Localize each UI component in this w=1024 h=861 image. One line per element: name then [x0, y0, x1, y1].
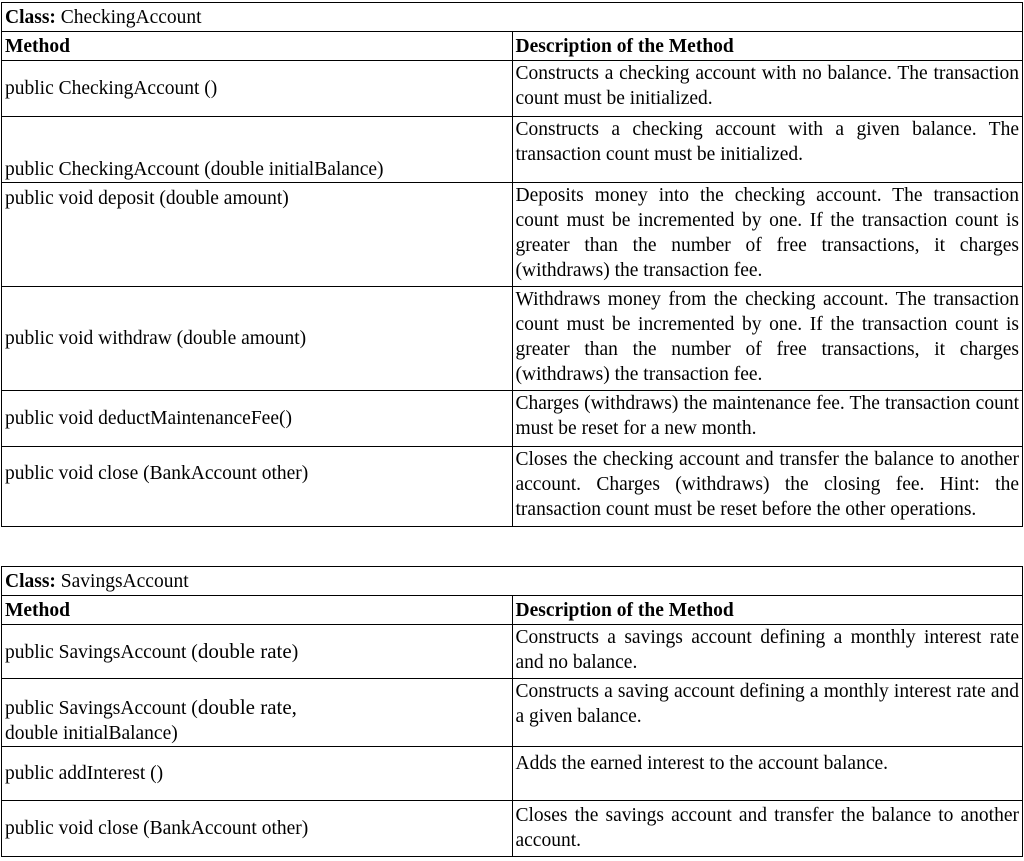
table-row — [2, 391, 1023, 447]
method-cell: public void deposit (double amount) — [2, 183, 513, 287]
class-title-cell — [2, 567, 1023, 596]
table-row — [2, 801, 1023, 857]
description-cell: Closes the checking account and transfer the balance to another account. Charges (withdraws) the closing fee. Hint: the transaction count must be reset before the other operations. — [512, 447, 1023, 527]
class-title-cell — [2, 3, 1023, 32]
class-title-row — [2, 3, 1023, 32]
description-cell: Deposits money into the checking account. The transaction count must be incremented by one. If the transaction count is greater than the number of free transactions, it charges (withdraws) the transaction fee. — [512, 183, 1023, 287]
description-cell — [512, 801, 1023, 857]
method-cell: public void withdraw (double amount) — [2, 287, 513, 391]
method-param: double rate — [197, 638, 292, 663]
class-label: Class: — [5, 6, 56, 28]
method-cell — [2, 447, 513, 527]
header-row — [2, 596, 1023, 625]
table-row — [2, 287, 1023, 391]
table-row — [2, 117, 1023, 183]
method-prefix: public SavingsAccount ( — [5, 641, 198, 663]
method-cell: public CheckingAccount () — [2, 61, 513, 117]
savings-account-table — [1, 566, 1023, 857]
description-text: Closes the savings account and transfer the balance to another account. — [515, 805, 1019, 851]
description-cell: Constructs a checking account with no balance. The transaction count must be initialized. — [512, 61, 1023, 117]
class-name: SavingsAccount — [60, 570, 189, 592]
checking-account-table — [1, 2, 1023, 527]
table-row — [2, 679, 1023, 747]
table-row — [2, 61, 1023, 117]
description-cell — [512, 747, 1023, 801]
method-cell: public void close (BankAccount other) — [2, 801, 513, 857]
description-cell: Charges (withdraws) the maintenance fee. The transaction count must be reset for a new month. — [512, 391, 1023, 447]
description-cell: Withdraws money from the checking account. The transaction count must be incremented by one. If the transaction count is greater than the number of free transactions, it charges (withdraws) the transaction fee. — [512, 287, 1023, 391]
method-column-header: Method — [2, 596, 513, 625]
method-suffix: double initialBalance) — [5, 723, 178, 744]
method-column-header: Method — [2, 32, 513, 61]
table-row — [2, 447, 1023, 527]
method-param: double rate, — [197, 695, 297, 719]
class-label: Class: — [5, 570, 56, 592]
description-text: Adds the earned interest to the account balance. — [515, 753, 889, 774]
class-name: CheckingAccount — [60, 6, 202, 28]
method-text: public void close (BankAccount other) — [5, 462, 309, 484]
method-cell — [2, 679, 513, 747]
method-cell: public CheckingAccount (double initialBalance) — [2, 117, 513, 183]
description-cell: Constructs a savings account defining a monthly interest rate and no balance. — [512, 625, 1023, 679]
table-row — [2, 625, 1023, 679]
class-title-row — [2, 567, 1023, 596]
table-row — [2, 747, 1023, 801]
method-cell: public void deductMaintenanceFee() — [2, 391, 513, 447]
description-cell: Constructs a saving account defining a monthly interest rate and a given balance. — [512, 679, 1023, 747]
table-row — [2, 183, 1023, 287]
method-cell — [2, 625, 513, 679]
method-cell: public addInterest () — [2, 747, 513, 801]
description-column-header: Description of the Method — [512, 596, 1023, 625]
method-prefix: public SavingsAccount ( — [5, 698, 198, 719]
description-cell: Constructs a checking account with a given balance. The transaction count must be initialized. — [512, 117, 1023, 183]
header-row — [2, 32, 1023, 61]
description-column-header: Description of the Method — [512, 32, 1023, 61]
method-suffix: ) — [291, 641, 299, 663]
